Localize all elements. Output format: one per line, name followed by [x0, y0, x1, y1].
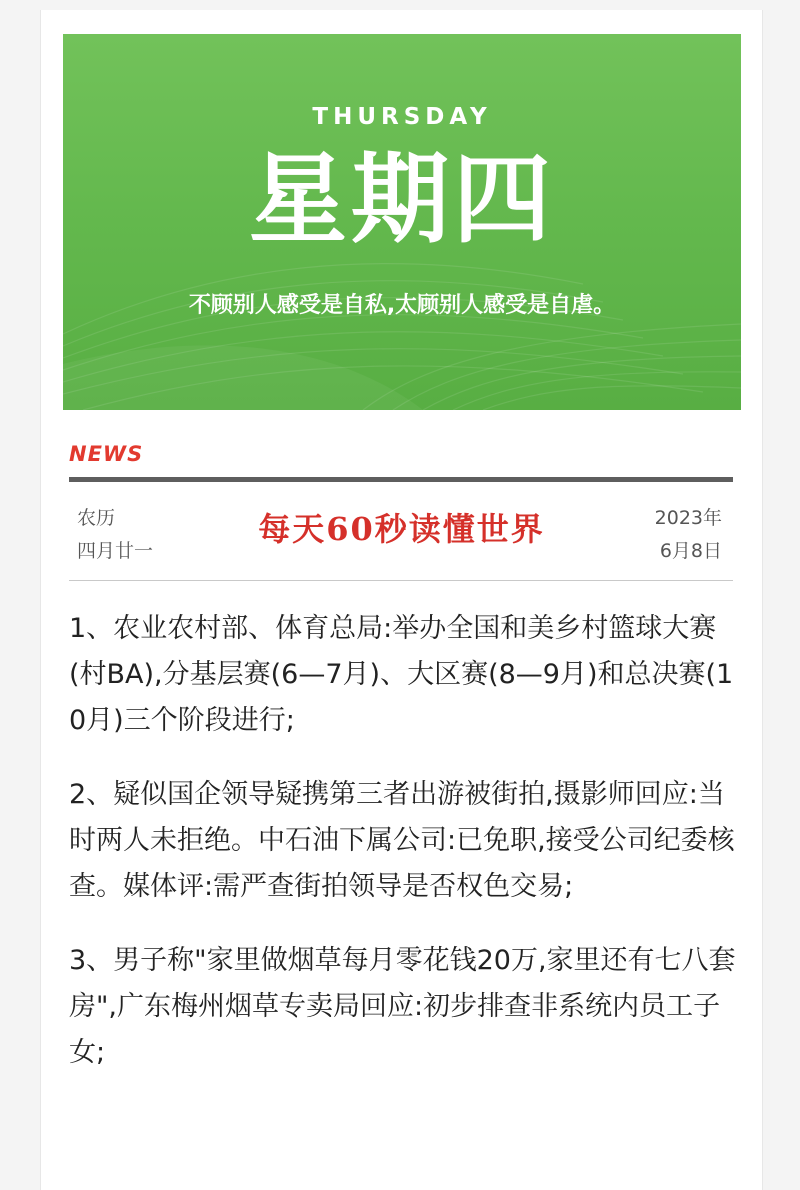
news-item: 2、疑似国企领导疑携第三者出游被街拍,摄影师回应:当时两人未拒绝。中石油下属公司:已免职,接受公司纪委核查。媒体评:需严查街拍领导是否权色交易;: [69, 779, 735, 902]
news-item: 3、男子称"家里做烟草每月零花钱20万,家里还有七八套房",广东梅州烟草专卖局回应:初步排查非系统内员工子女;: [69, 945, 736, 1068]
news-section-label: NEWS: [69, 442, 144, 466]
date-month-day: 6月8日: [659, 540, 722, 562]
header-divider: [69, 477, 733, 482]
lunar-label: 农历: [77, 507, 116, 529]
weekday-chinese: 星期四: [248, 142, 555, 257]
column-title: 每天60秒读懂世界: [258, 510, 545, 548]
date-year: 2023年: [654, 507, 722, 529]
publish-date: [655, 502, 722, 568]
weekday-english: THURSDAY: [312, 104, 492, 130]
article-page: [40, 10, 763, 1190]
lunar-day: 四月廿一: [77, 540, 154, 562]
header-bottom-divider: [69, 580, 733, 581]
news-item: 1、农业农村部、体育总局:举办全国和美乡村篮球大赛(村BA),分基层赛(6—7月)、大区赛(8—9月)和总决赛(10月)三个阶段进行;: [69, 613, 734, 736]
weekday-banner: [63, 34, 741, 410]
daily-quote: 不顾别人感受是自私,太顾别人感受是自虐。: [188, 293, 616, 318]
news-list: [69, 606, 739, 1104]
